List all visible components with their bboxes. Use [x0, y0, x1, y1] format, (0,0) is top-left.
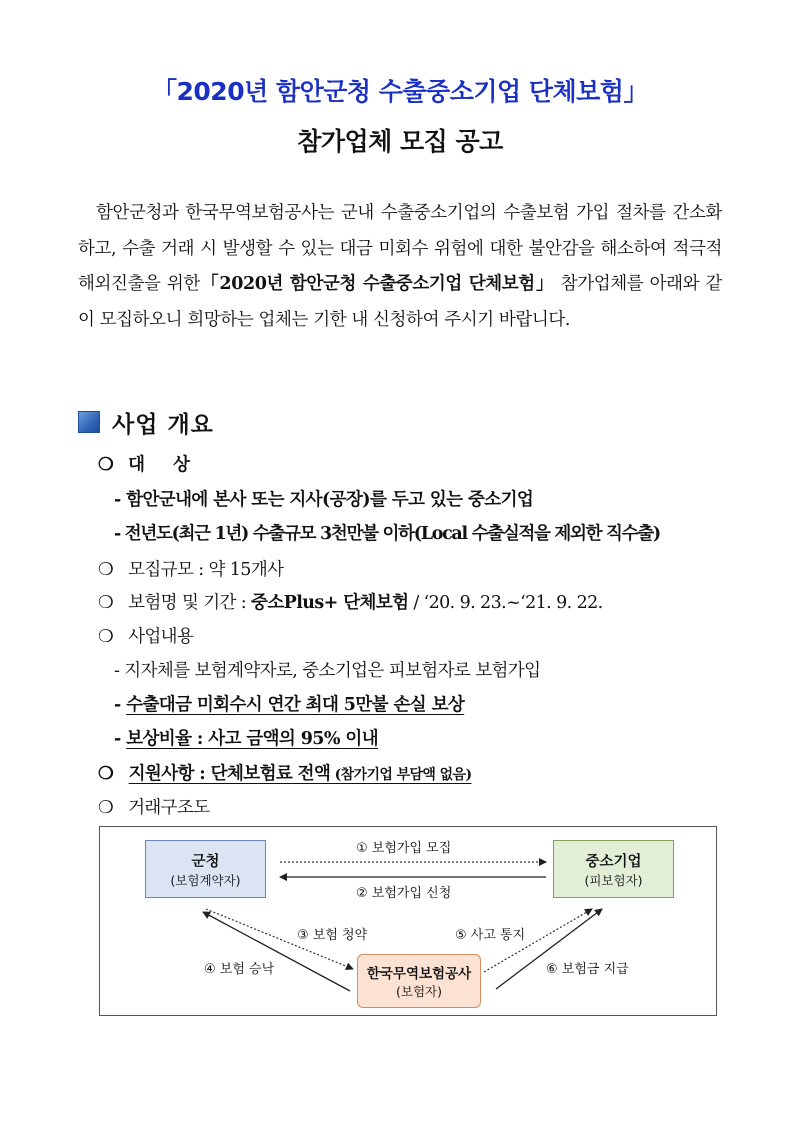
blue-square-icon [78, 411, 100, 433]
dash: - [114, 695, 127, 715]
sme-name: 중소기업 [585, 853, 642, 870]
ksure-role: (보험자) [396, 984, 442, 999]
arrow-payment [496, 909, 602, 989]
content-label: 사업내용 [128, 627, 194, 647]
target-sub-1: - 함안군내에 본사 또는 지사(공장)를 두고 있는 중소기업 [114, 490, 534, 510]
insurance-label: 보험명 및 기간 : [128, 593, 252, 613]
content-sub-2: 수출대금 미회수시 연간 최대 5만불 손실 보상 [126, 695, 465, 715]
content-sub-2-row [114, 691, 464, 716]
support-note: (참가기업 부담액 없음) [330, 767, 472, 783]
dash: - [114, 729, 127, 749]
support-text [129, 764, 472, 784]
target-sub-2: - 전년도(최근 1년) 수출규모 3천만불 이하(Local 수출실적을 제외한 직수출) [114, 524, 660, 544]
intro-paragraph [78, 196, 722, 338]
intro-text-1: 함안군청과 한국무역보험공사는 군내 수출중소기업의 수출보험 가입 절차를 간소화하고, 수출 거래 시 발생할 수 있는 대금 미회수 위험에 대한 불안감을 해소하여 적극적 해외진출을 위한 [78, 203, 722, 294]
item-structure [98, 794, 210, 819]
insurance-period: / ‘20. 9. 23.~‘21. 9. 22. [408, 593, 603, 613]
ksure-name: 한국무역보험공사 [366, 966, 472, 982]
circle-bullet-icon: ❍ [98, 798, 114, 818]
item-target [98, 451, 218, 476]
insurance-name: 중소Plus+ 단체보험 [251, 593, 409, 613]
label-subscription: ③ 보험 청약 [297, 928, 368, 943]
structure-label: 거래구조도 [128, 798, 210, 818]
item-support [98, 760, 471, 785]
label-accident-notice: ⑤ 사고 통지 [455, 928, 526, 943]
label-acceptance: ④ 보험 승낙 [204, 962, 275, 977]
title-line-1: 「2020년 함안군청 수출중소기업 단체보험」 [152, 77, 648, 106]
label-payment: ⑥ 보험금 지급 [546, 962, 629, 977]
item-scale [98, 556, 283, 581]
content-sub-1: - 지자체를 보험계약자로, 중소기업은 피보험자로 보험가입 [114, 661, 541, 681]
item-insurance [98, 589, 603, 614]
content-sub-3: 보상비율 : 사고 금액의 95% 이내 [126, 729, 379, 749]
title-line-2: 참가업체 모집 공고 [297, 127, 503, 156]
label-recruit: ① 보험가입 모집 [356, 841, 452, 856]
gun-role: (보험계약자) [170, 872, 241, 888]
circle-bullet-icon: ❍ [98, 627, 114, 647]
section-title: 사업 개요 [112, 411, 214, 438]
item-content [98, 623, 193, 648]
section-heading [78, 406, 214, 438]
ksure-box [357, 954, 481, 1008]
sme-box [553, 840, 674, 898]
circle-bullet-icon: ❍ [98, 560, 114, 580]
target-label: 대상 [128, 455, 218, 475]
sme-role: (피보험자) [584, 872, 643, 888]
circle-bullet-icon: ❍ [98, 764, 114, 784]
content-sub-3-row [114, 725, 378, 750]
transaction-structure-diagram [99, 826, 717, 1016]
scale-text: 모집규모 : 약 15개사 [128, 560, 284, 580]
gun-box [145, 840, 266, 898]
gun-name: 군청 [191, 853, 220, 870]
intro-text-2: 참가업체를 아래와 같이 모집하오니 희망하는 업체는 기한 내 신청하여 주시기 바랍니다. [78, 274, 722, 330]
support-main: 지원사항 : 단체보험료 전액 [128, 764, 331, 784]
circle-bullet-icon: ❍ [98, 455, 114, 475]
circle-bullet-icon: ❍ [98, 593, 114, 613]
intro-bold-title: 「2020년 함안군청 수출중소기업 단체보험」 [199, 274, 555, 294]
label-apply: ② 보험가입 신청 [356, 886, 452, 901]
